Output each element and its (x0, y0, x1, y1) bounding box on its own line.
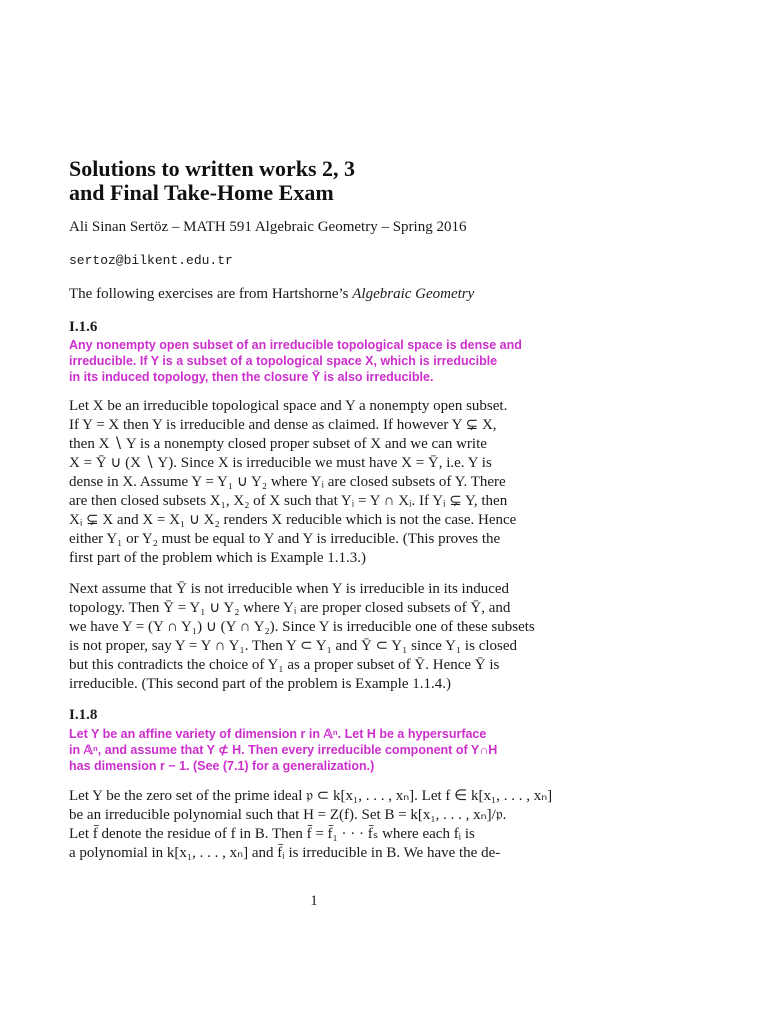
book-title: Algebraic Geometry (352, 286, 475, 302)
text-line: be an irreducible polynomial such that H = Z(f). Set B = k[x₁, . . . , xₙ]/𝔭. (69, 807, 507, 823)
problem-line: irreducible. If Y is a subset of a topological space X, which is irreducible (69, 354, 498, 368)
problem-statement (69, 337, 539, 385)
page-number: 1 (310, 893, 318, 909)
text-line: first part of the problem which is Example 1.1.3.) (69, 550, 367, 566)
author-email: sertoz@bilkent.edu.tr (69, 253, 233, 268)
text-line: are then closed subsets X₁, X₂ of X such that Yᵢ = Y ∩ Xᵢ. If Yᵢ ⊊ Y, then (69, 493, 508, 509)
text-line: a polynomial in k[x₁, . . . , xₙ] and f̄ᵢ is irreducible in B. We have the de- (69, 845, 501, 861)
section-heading: I.1.6 (69, 319, 98, 335)
problem-line: in its induced topology, then the closure Ȳ is also irreducible. (69, 370, 434, 384)
solution-paragraph (69, 397, 559, 568)
solution-paragraph (69, 580, 559, 694)
text-line: is not proper, say Y = Y ∩ Y₁. Then Y ⊂ Y₁ and Ȳ ⊂ Y₁ since Y₁ is closed (69, 638, 518, 654)
problem-statement (69, 726, 539, 774)
text-line: Let X be an irreducible topological space and Y a nonempty open subset. (69, 398, 508, 414)
problem-line: in 𝔸ⁿ, and assume that Y ⊄ H. Then every irreducible component of Y∩H (69, 743, 498, 757)
text-line: but this contradicts the choice of Y₁ as a proper subset of Ȳ. Hence Ȳ is (69, 657, 500, 673)
text-line: either Y₁ or Y₂ must be equal to Y and Y is irreducible. (This proves the (69, 531, 501, 547)
text-line: we have Y = (Y ∩ Y₁) ∪ (Y ∩ Y₂). Since Y is irreducible one of these subsets (69, 619, 535, 635)
intro-sentence (69, 284, 709, 304)
text-line: Xᵢ ⊊ X and X = X₁ ∪ X₂ renders X reducible which is not the case. Hence (69, 512, 517, 528)
title-line-2: and Final Take-Home Exam (69, 180, 334, 205)
author-line: Ali Sinan Sertöz – MATH 591 Algebraic Geometry – Spring 2016 (69, 219, 467, 235)
text-line: dense in X. Assume Y = Y₁ ∪ Y₂ where Yᵢ are closed subsets of Y. There (69, 474, 506, 490)
text-line: Let f̄ denote the residue of f in B. Then f̄ = f̄₁ · · · f̄ₛ where each fᵢ is (69, 826, 475, 842)
text-line: X = Ȳ ∪ (X ∖ Y). Since X is irreducible we must have X = Ȳ, i.e. Y is (69, 455, 492, 471)
document-title (69, 157, 689, 205)
text-line: topology. Then Ȳ = Y₁ ∪ Y₂ where Yᵢ are proper closed subsets of Ȳ, and (69, 600, 511, 616)
problem-line: has dimension r − 1. (See (7.1) for a generalization.) (69, 759, 375, 773)
text-line: If Y = X then Y is irreducible and dense as claimed. If however Y ⊊ X, (69, 417, 497, 433)
problem-line: Any nonempty open subset of an irreducible topological space is dense and (69, 338, 522, 352)
text-line: irreducible. (This second part of the problem is Example 1.1.4.) (69, 676, 451, 692)
section-heading: I.1.8 (69, 707, 98, 723)
text-line: then X ∖ Y is a nonempty closed proper subset of X and we can write (69, 436, 487, 452)
text-line: Next assume that Ȳ is not irreducible when Y is irreducible in its induced (69, 581, 510, 597)
intro-prefix: The following exercises are from Hartshorne’s (69, 286, 353, 302)
text-line: Let Y be the zero set of the prime ideal 𝔭 ⊂ k[x₁, . . . , xₙ]. Let f ∈ k[x₁, . . . , xₙ] (69, 788, 553, 804)
problem-line: Let Y be an affine variety of dimension r in 𝔸ⁿ. Let H be a hypersurface (69, 727, 487, 741)
title-line-1: Solutions to written works 2, 3 (69, 156, 356, 181)
solution-paragraph (69, 787, 559, 863)
